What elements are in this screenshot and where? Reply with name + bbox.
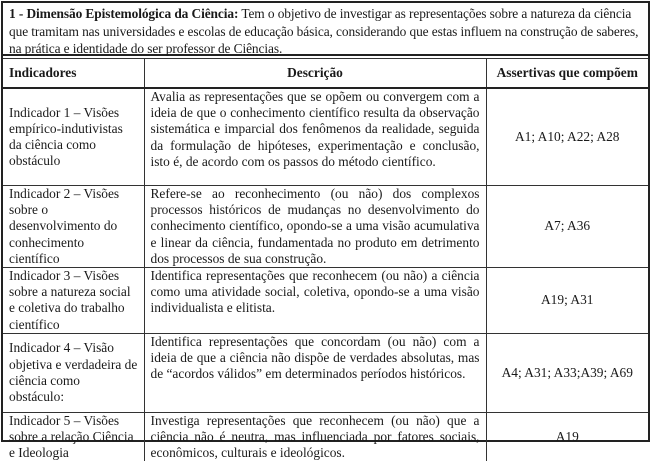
header-descricao: Descrição: [144, 59, 486, 89]
description-cell: Identifica representações que reconhecem (ou não) a ciência como uma atividade social, coletiva, opondo-se a uma visão individualista e elitista.: [144, 268, 486, 334]
indicator-cell: Indicador 4 – Visão objetiva e verdadeira de ciência como obstáculo:: [3, 333, 144, 412]
assertions-cell: A4; A31; A33;A39; A69: [486, 333, 648, 412]
header-assertivas: Assertivas que compõem: [486, 59, 648, 89]
description-cell: Investiga representações que reconhecem (ou não) que a ciência não é neutra, mas influenciada por fatores sociais, econômicos, culturais e ideológicos.: [144, 412, 486, 461]
assertions-cell: A1; A10; A22; A28: [486, 88, 648, 186]
indicator-cell: Indicador 3 – Visões sobre a natureza social e coletiva do trabalho científico: [3, 268, 144, 334]
table-header-row: [3, 59, 648, 89]
dimension-description: Tem o objetivo de investigar as representações sobre a natureza da ciência que tramitam nas universidades e escolas de educação básica, considerando que estas influem na construção de saberes, na prática e identidade do ser professor de Ciências.: [9, 6, 639, 57]
dimension-intro: [3, 3, 648, 56]
header-indicadores: Indicadores: [3, 59, 144, 89]
dimension-title: 1 - Dimensão Epistemológica da Ciência:: [9, 6, 239, 21]
table-row: [3, 186, 648, 268]
description-cell: Avalia as representações que se opõem ou convergem com a ideia de que o conhecimento científico resulta da observação sistemática e imparcial dos fenômenos da realidade, seguida da formulação de hipóteses, experimentação e conclusão, isto é, de acordo com os passos do método científico.: [144, 88, 486, 186]
indicator-cell: Indicador 1 – Visões empírico-indutivistas da ciência como obstáculo: [3, 88, 144, 186]
indicator-cell: Indicador 5 – Visões sobre a relação Ciência e Ideologia: [3, 412, 144, 461]
assertions-cell: A19; A31: [486, 268, 648, 334]
assertions-cell: A7; A36: [486, 186, 648, 268]
description-cell: Refere-se ao reconhecimento (ou não) dos complexos processos históricos de mudanças no desenvolvimento do conhecimento científico, opondo-se a uma visão acumulativa e linear da ciência, fundamentada no produto em detrimento dos processos de sua construção.: [144, 186, 486, 268]
document-frame: [1, 1, 650, 461]
table-row: [3, 268, 648, 334]
indicator-cell: Indicador 2 – Visões sobre o desenvolvimento do conhecimento científico: [3, 186, 144, 268]
table-row: [3, 88, 648, 186]
indicators-table: [3, 58, 648, 461]
description-cell: Identifica representações que concordam (ou não) com a ideia de que a ciência não dispõe de verdades absolutas, mas de “acordos válidos” em determinados períodos históricos.: [144, 333, 486, 412]
table-row: [3, 333, 648, 412]
table-row: [3, 412, 648, 461]
assertions-cell: A19: [486, 412, 648, 461]
